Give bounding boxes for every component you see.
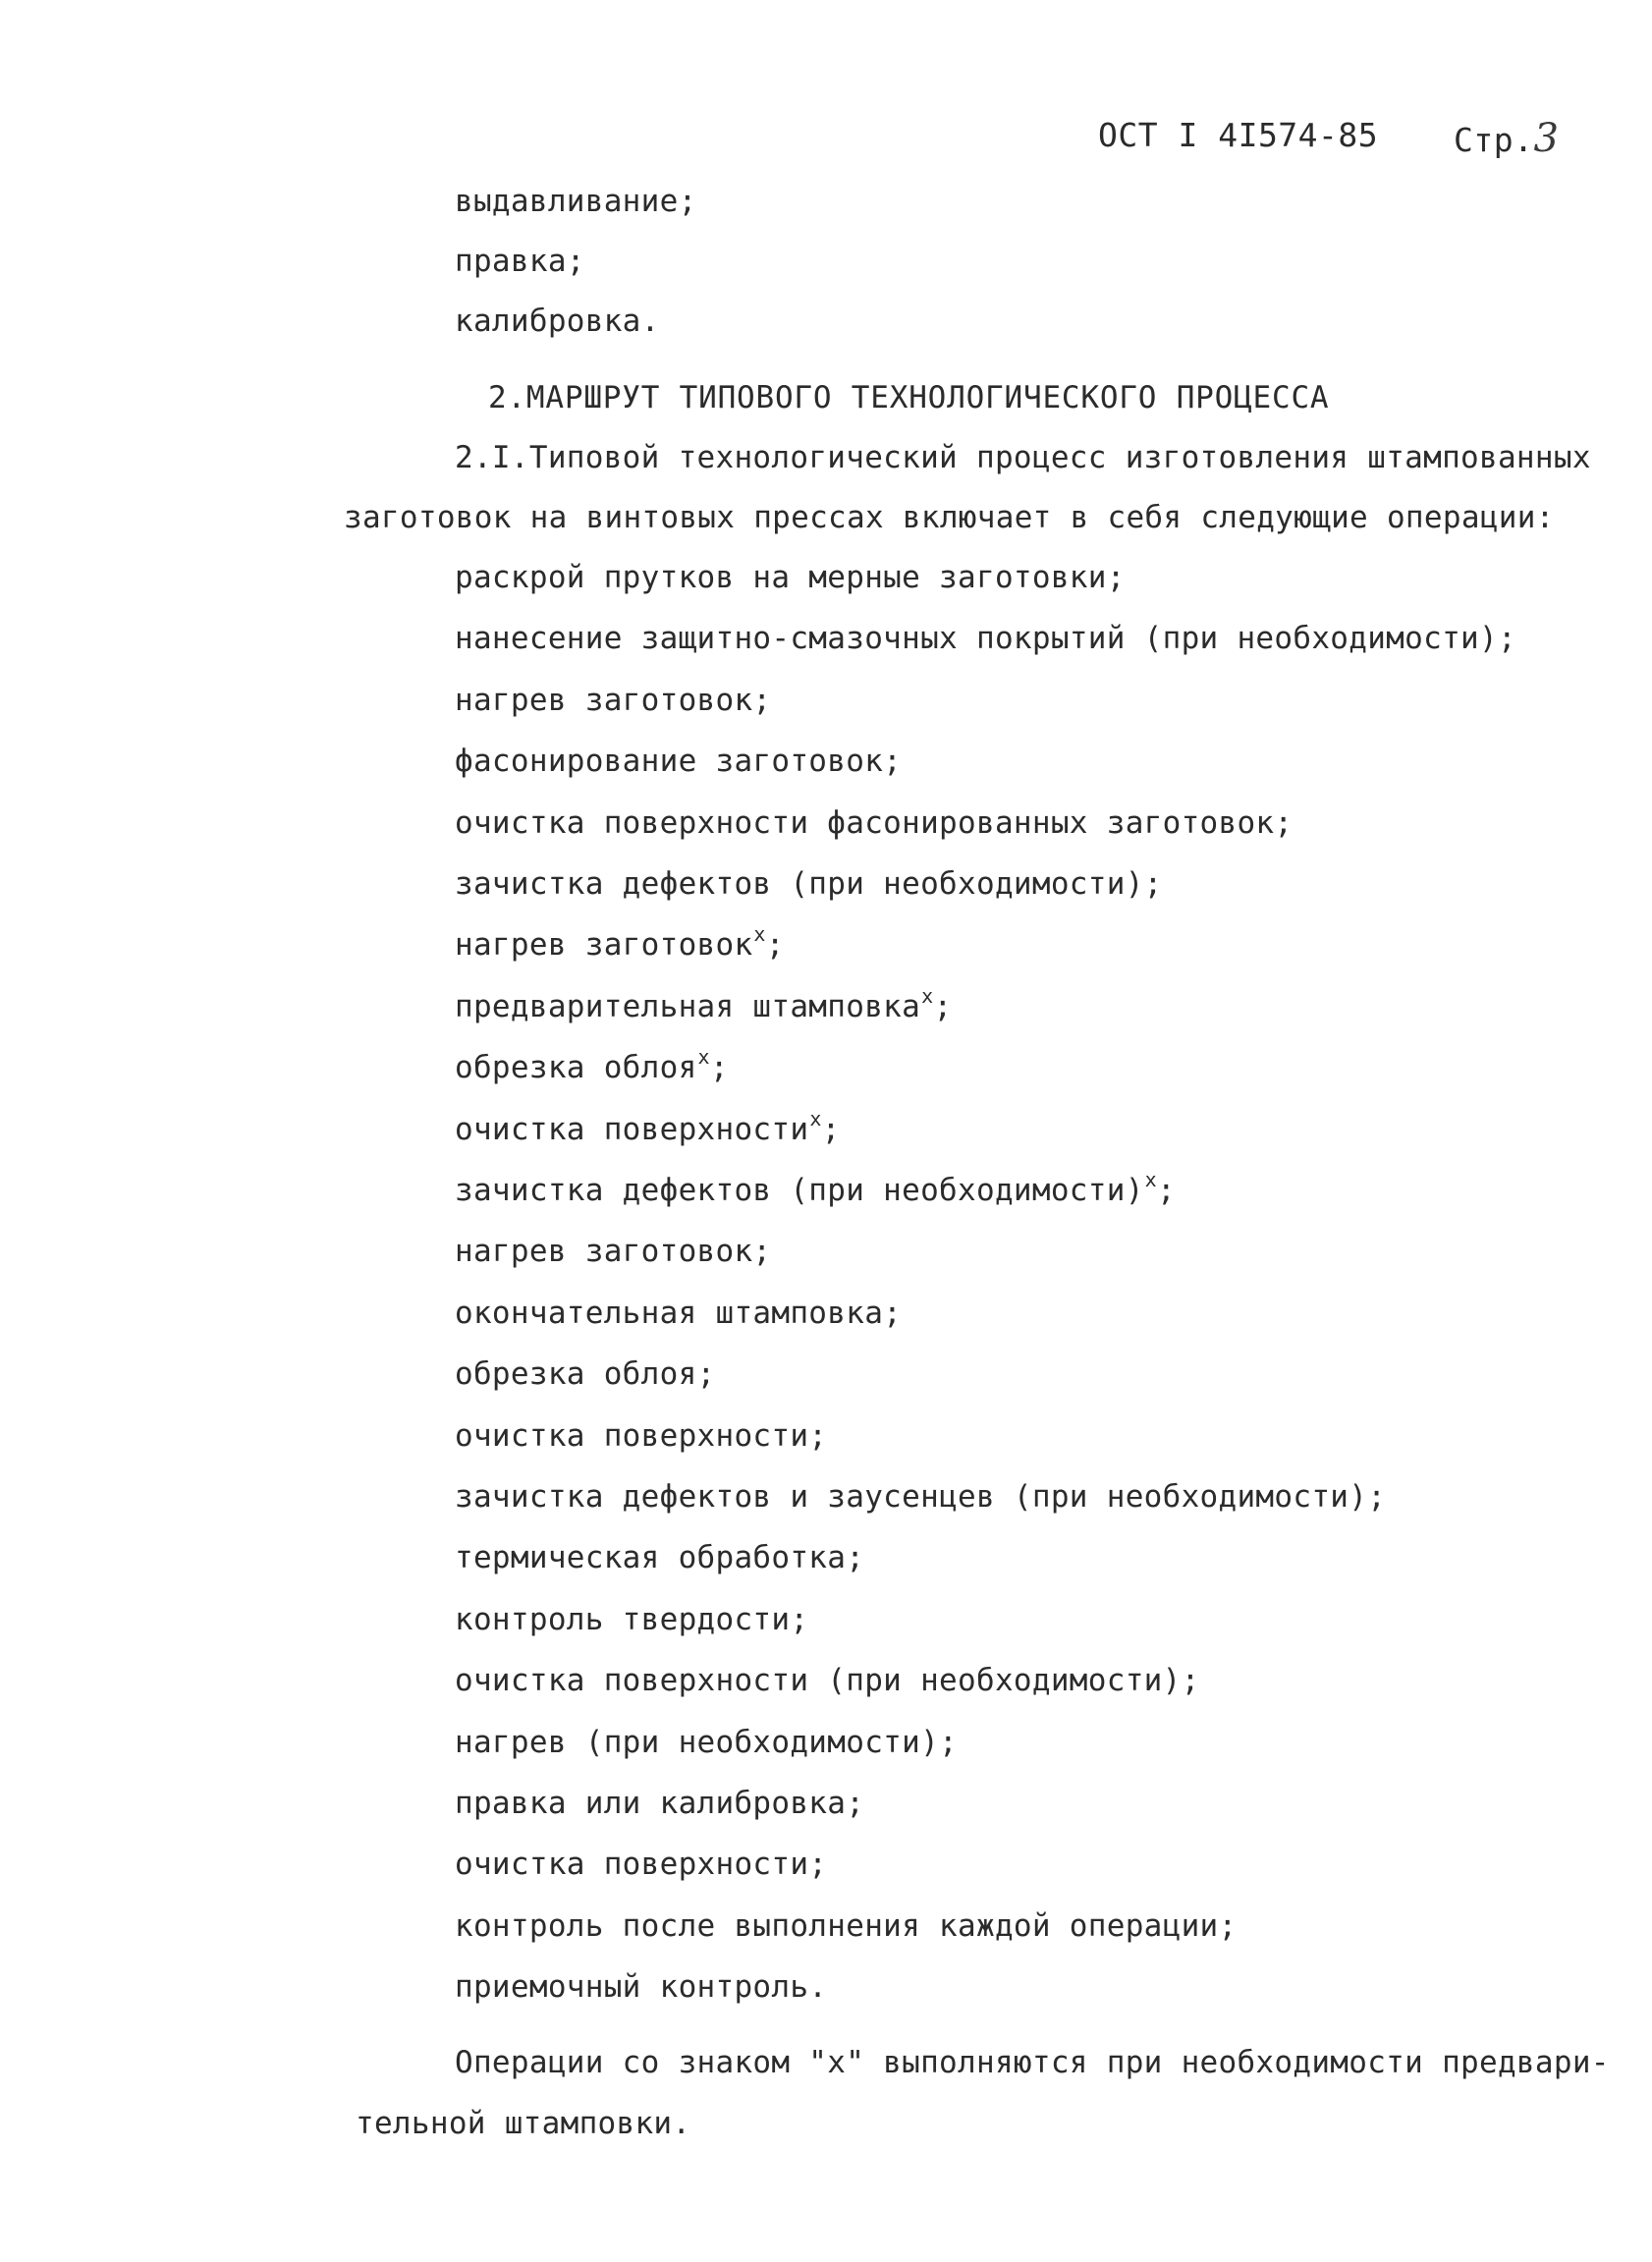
operation-item xyxy=(455,742,902,781)
operation-text: нагрев заготовок; xyxy=(455,683,772,718)
operation-item xyxy=(455,1294,902,1333)
operation-text: термическая обработка; xyxy=(455,1540,865,1575)
operation-item xyxy=(455,1416,827,1456)
operation-item xyxy=(455,681,771,720)
operation-text: очистка поверхности xyxy=(455,1112,809,1147)
operation-text: нагрев заготовок xyxy=(455,927,753,963)
operation-item xyxy=(455,619,1516,658)
operation-text: обрезка облоя xyxy=(455,1050,697,1085)
operation-text: нанесение защитно-смазочных покрытий (при необходимости); xyxy=(455,621,1516,656)
operation-item xyxy=(455,1477,1386,1517)
operation-text: очистка поверхности фасонированных заготовок; xyxy=(455,805,1294,841)
intro-line: калибровка. xyxy=(455,303,660,339)
operation-item xyxy=(455,1354,716,1394)
operation-text: зачистка дефектов (при необходимости); xyxy=(455,866,1163,902)
operation-end: ; xyxy=(821,1112,841,1147)
operation-mark: x xyxy=(809,1107,822,1131)
operation-item xyxy=(455,1232,771,1271)
paragraph-line: заготовок на винтовых прессах включает в себя следующие операции: xyxy=(344,500,1555,535)
operation-item xyxy=(455,1906,1237,1946)
operation-text: очистка поверхности; xyxy=(455,1847,828,1882)
intro-line: выдавливание; xyxy=(455,184,697,219)
operation-mark: x xyxy=(753,922,766,946)
operation-end: ; xyxy=(765,927,785,963)
operation-item xyxy=(455,1661,1200,1700)
page-label-text: Стр. xyxy=(1454,121,1534,159)
document-code: ОСТ I 4I574-85 xyxy=(1098,116,1379,154)
operation-text: обрезка облоя; xyxy=(455,1356,716,1392)
operation-mark: x xyxy=(697,1045,710,1069)
operation-mark: x xyxy=(1144,1168,1157,1191)
operation-text: зачистка дефектов и заусенцев (при необходимости); xyxy=(455,1479,1387,1515)
operation-text: окончательная штамповка; xyxy=(455,1296,903,1331)
operation-text: зачистка дефектов (при необходимости) xyxy=(455,1173,1144,1208)
section-heading: 2.МАРШРУТ ТИПОВОГО ТЕХНОЛОГИЧЕСКОГО ПРОЦЕССА xyxy=(488,380,1330,415)
note-line: тельной штамповки. xyxy=(356,2106,691,2141)
operation-text: предварительная штамповка xyxy=(455,989,921,1024)
operation-text: правка или калибровка; xyxy=(455,1786,865,1821)
operation-mark: x xyxy=(921,984,934,1008)
operation-text: контроль твердости; xyxy=(455,1602,809,1637)
operation-item xyxy=(455,864,1163,904)
operation-end: ; xyxy=(709,1050,729,1085)
operation-item xyxy=(455,1168,1176,1213)
page-number-label xyxy=(1454,116,1559,161)
intro-line: правка; xyxy=(455,244,585,279)
operation-text: приемочный контроль. xyxy=(455,1969,828,2005)
operation-item xyxy=(455,1723,958,1762)
operation-item xyxy=(455,1600,808,1639)
operation-text: контроль после выполнения каждой операции; xyxy=(455,1908,1238,1944)
operation-text: очистка поверхности; xyxy=(455,1418,828,1454)
operation-end: ; xyxy=(1157,1173,1176,1208)
operation-end: ; xyxy=(933,989,953,1024)
operation-item xyxy=(455,1784,864,1823)
operation-text: раскрой прутков на мерные заготовки; xyxy=(455,560,1126,595)
operation-item xyxy=(455,1967,827,2007)
operation-text: нагрев заготовок; xyxy=(455,1234,772,1269)
operation-item xyxy=(455,803,1293,843)
note-line: Операции со знаком "х" выполняются при необходимости предвари- xyxy=(455,2045,1610,2080)
page-number: 3 xyxy=(1533,116,1560,161)
operation-text: нагрев (при необходимости); xyxy=(455,1725,959,1760)
operation-item xyxy=(455,984,953,1029)
page-header xyxy=(1098,116,1609,165)
operation-text: очистка поверхности (при необходимости); xyxy=(455,1663,1200,1698)
operation-item xyxy=(455,1845,827,1884)
operation-text: фасонирование заготовок; xyxy=(455,744,903,779)
operation-item xyxy=(455,1045,729,1090)
paragraph-line: 2.I.Типовой технологический процесс изготовления штампованных xyxy=(455,440,1591,475)
operation-item xyxy=(455,1107,841,1152)
operation-item xyxy=(455,558,1126,597)
operation-item xyxy=(455,922,785,967)
operation-item xyxy=(455,1538,864,1577)
